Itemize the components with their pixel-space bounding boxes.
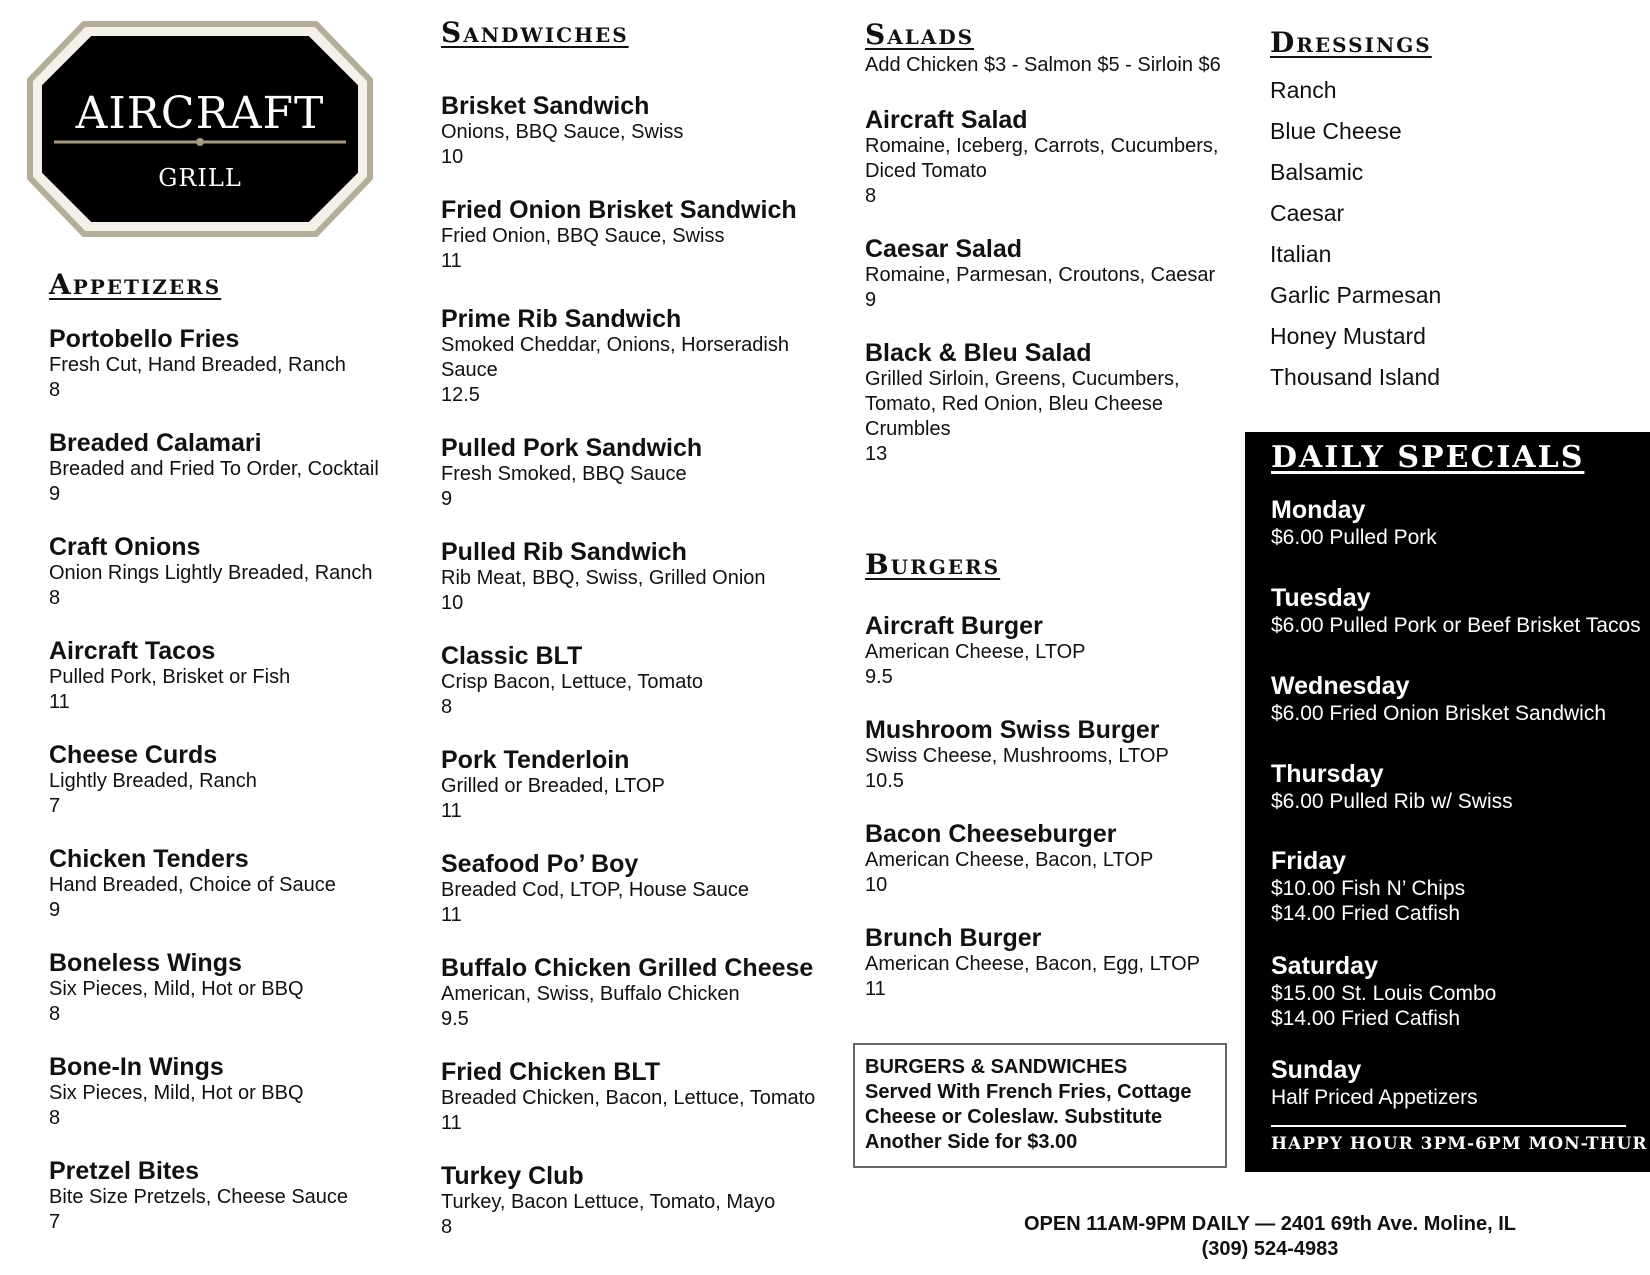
menu-item (865, 235, 1235, 313)
menu-item-name: Caesar Salad (865, 235, 1023, 263)
menu-item-price: 9.5 (865, 666, 893, 688)
menu-item (49, 429, 389, 507)
appetizers-title: Appetizers (49, 268, 222, 301)
special-day (1271, 1055, 1641, 1110)
menu-item-name: Aircraft Tacos (49, 637, 216, 665)
menu-item-name: Brisket Sandwich (441, 92, 650, 120)
menu-item-description: Six Pieces, Mild, Hot or BBQ (49, 1082, 304, 1104)
hours-address: OPEN 11AM-9PM DAILY — 2401 69th Ave. Moline, IL (1023, 1213, 1516, 1235)
menu-item-description: Onion Rings Lightly Breaded, Ranch (49, 562, 373, 584)
phone-number: (309) 524-4983 (1201, 1238, 1339, 1260)
menu-item-price: 8 (49, 587, 61, 609)
menu-item-name: Turkey Club (441, 1162, 584, 1190)
menu-item-name: Pork Tenderloin (441, 746, 630, 774)
special-day-name: Friday (1271, 847, 1347, 875)
logo-title: AIRCRAFT (75, 88, 325, 139)
menu-item-name: Bone-In Wings (49, 1053, 224, 1081)
menu-item-name: Aircraft Burger (865, 612, 1043, 640)
menu-item-description: Turkey, Bacon Lettuce, Tomato, Mayo (441, 1191, 776, 1213)
burgers-title: Burgers (865, 548, 1001, 581)
menu-item-name: Classic BLT (441, 642, 583, 670)
menu-item-description: Smoked Cheddar, Onions, Horseradish Sauce (441, 334, 789, 381)
menu-item (49, 845, 389, 923)
menu-item-name: Pretzel Bites (49, 1157, 200, 1185)
special-offer: $14.00 Fried Catfish (1271, 902, 1461, 925)
menu-item-price: 11 (865, 978, 886, 1000)
menu-item-description: Bite Size Pretzels, Cheese Sauce (49, 1186, 349, 1208)
menu-item-description: Grilled Sirloin, Greens, Cucumbers, Tomato, Red Onion, Bleu Cheese Crumbles (865, 368, 1180, 440)
menu-item-description: Crisp Bacon, Lettuce, Tomato (441, 671, 703, 693)
dressing-item: Honey Mustard (1270, 323, 1426, 349)
menu-item-name: Seafood Po’ Boy (441, 850, 639, 878)
special-offer: $15.00 St. Louis Combo (1271, 982, 1497, 1005)
menu-item-name: Black & Bleu Salad (865, 339, 1092, 367)
menu-item-description: Lightly Breaded, Ranch (49, 770, 257, 792)
menu-item (49, 637, 389, 715)
menu-item (49, 1053, 389, 1131)
menu-item (441, 954, 836, 1032)
special-day (1271, 759, 1641, 814)
menu-item (441, 1058, 836, 1136)
menu-item-price: 11 (441, 904, 462, 926)
menu-item-description: American Cheese, Bacon, LTOP (865, 849, 1154, 871)
special-offer: $10.00 Fish N’ Chips (1271, 877, 1466, 900)
menu-item (441, 92, 836, 170)
menu-item-description: Pulled Pork, Brisket or Fish (49, 666, 291, 688)
special-offer: $14.00 Fried Catfish (1271, 1007, 1461, 1030)
daily-specials-title: DAILY SPECIALS (1271, 440, 1585, 475)
menu-item-price: 8 (49, 1003, 61, 1025)
special-day-name: Monday (1271, 496, 1366, 524)
menu-item-name: Chicken Tenders (49, 845, 249, 873)
special-offer: $6.00 Pulled Rib w/ Swiss (1271, 790, 1513, 813)
menu-item-price: 9.5 (441, 1008, 469, 1030)
special-day (1271, 951, 1641, 1031)
menu-item-description: Onions, BBQ Sauce, Swiss (441, 121, 684, 143)
menu-item-name: Mushroom Swiss Burger (865, 716, 1160, 744)
menu-item-description: Six Pieces, Mild, Hot or BBQ (49, 978, 304, 1000)
special-day (1271, 846, 1641, 926)
menu-item-name: Bacon Cheeseburger (865, 820, 1117, 848)
specials-divider (1271, 1125, 1626, 1127)
menu-item (49, 325, 389, 403)
menu-item-name: Aircraft Salad (865, 106, 1028, 134)
menu-item-price: 10 (441, 146, 464, 168)
menu-item-name: Prime Rib Sandwich (441, 305, 682, 333)
menu-item-name: Breaded Calamari (49, 429, 262, 457)
dressing-item: Blue Cheese (1270, 118, 1402, 144)
menu-item-description: American, Swiss, Buffalo Chicken (441, 983, 740, 1005)
salads-title: Salads (865, 18, 975, 51)
menu-item-description: Hand Breaded, Choice of Sauce (49, 874, 336, 896)
menu-item-description: American Cheese, Bacon, Egg, LTOP (865, 953, 1200, 975)
menu-item-price: 8 (865, 185, 877, 207)
menu-item-name: Fried Chicken BLT (441, 1058, 661, 1086)
menu-item-name: Boneless Wings (49, 949, 242, 977)
menu-item-price: 10.5 (865, 770, 904, 792)
special-offer: Half Priced Appetizers (1271, 1086, 1478, 1109)
menu-item-price: 9 (49, 899, 61, 921)
menu-item-price: 11 (441, 250, 462, 272)
menu-item-name: Fried Onion Brisket Sandwich (441, 196, 797, 224)
menu-item (865, 339, 1235, 467)
menu-item-price: 12.5 (441, 384, 480, 406)
menu-item (49, 741, 389, 819)
menu-item-description: Fresh Smoked, BBQ Sauce (441, 463, 687, 485)
menu-item-price: 13 (865, 443, 888, 465)
menu-item (865, 612, 1235, 690)
menu-item-description: Breaded and Fried To Order, Cocktail (49, 458, 379, 480)
menu-item-price: 7 (49, 1211, 61, 1233)
menu-item (49, 533, 389, 611)
special-offer: $6.00 Pulled Pork (1271, 526, 1437, 549)
special-day-name: Saturday (1271, 952, 1378, 980)
menu-item-price: 8 (441, 1216, 453, 1238)
menu-item (865, 924, 1235, 1002)
sides-note-text: Served With French Fries, Cottage Cheese or Coleslaw. Substitute Another Side for $3.00 (865, 1081, 1192, 1153)
salads-addons: Add Chicken $3 - Salmon $5 - Sirloin $6 (865, 54, 1221, 76)
menu-item-price: 8 (441, 696, 453, 718)
special-day-name: Tuesday (1271, 584, 1371, 612)
menu-item-name: Pulled Rib Sandwich (441, 538, 687, 566)
menu-item-price: 11 (49, 691, 70, 713)
menu-item-name: Craft Onions (49, 533, 201, 561)
menu-item-description: Swiss Cheese, Mushrooms, LTOP (865, 745, 1169, 767)
menu-item-price: 8 (49, 1107, 61, 1129)
special-day (1271, 495, 1641, 550)
menu-item (49, 1157, 389, 1235)
special-day-name: Wednesday (1271, 672, 1410, 700)
menu-item (865, 716, 1235, 794)
menu-item-description: Rib Meat, BBQ, Swiss, Grilled Onion (441, 567, 766, 589)
special-day-name: Thursday (1271, 760, 1384, 788)
menu-item-price: 10 (865, 874, 888, 896)
menu-item-price: 9 (441, 488, 453, 510)
menu-item (441, 434, 836, 512)
menu-item (441, 538, 836, 616)
special-offer: $6.00 Pulled Pork or Beef Brisket Tacos (1271, 614, 1641, 637)
menu-item-description: Fresh Cut, Hand Breaded, Ranch (49, 354, 346, 376)
menu-item-name: Pulled Pork Sandwich (441, 434, 703, 462)
menu-item-description: Romaine, Parmesan, Croutons, Caesar (865, 264, 1216, 286)
dressings-title: Dressings (1270, 26, 1432, 59)
menu-item-price: 11 (441, 1112, 462, 1134)
special-day (1271, 671, 1641, 726)
dressing-item: Ranch (1270, 77, 1337, 103)
menu-item-name: Portobello Fries (49, 325, 240, 353)
menu-item (441, 305, 836, 408)
menu-item-price: 9 (49, 483, 61, 505)
special-day-name: Sunday (1271, 1056, 1362, 1084)
sandwiches-title: Sandwiches (441, 16, 629, 49)
dressing-item: Italian (1270, 241, 1332, 267)
menu-item-price: 9 (865, 289, 877, 311)
menu-item-description: American Cheese, LTOP (865, 641, 1086, 663)
special-day (1271, 583, 1641, 638)
restaurant-logo (24, 16, 376, 242)
menu-item-price: 11 (441, 800, 462, 822)
menu-item-price: 8 (49, 379, 61, 401)
menu-item-name: Cheese Curds (49, 741, 218, 769)
menu-item (441, 196, 836, 274)
menu-item (441, 746, 836, 824)
menu-item-price: 10 (441, 592, 464, 614)
dressing-item: Thousand Island (1270, 364, 1441, 390)
sides-note-heading: BURGERS & SANDWICHES (865, 1056, 1128, 1078)
menu-item-description: Fried Onion, BBQ Sauce, Swiss (441, 225, 725, 247)
menu-item (865, 820, 1235, 898)
menu-item-description: Grilled or Breaded, LTOP (441, 775, 665, 797)
menu-item (865, 106, 1235, 209)
menu-item-name: Brunch Burger (865, 924, 1042, 952)
happy-hour-text: HAPPY HOUR 3PM-6PM MON-THUR (1271, 1134, 1648, 1154)
menu-item (441, 642, 836, 720)
special-offer: $6.00 Fried Onion Brisket Sandwich (1271, 702, 1607, 725)
dressing-item: Garlic Parmesan (1270, 282, 1442, 308)
sides-note-box (853, 1043, 1227, 1168)
menu-item-description: Breaded Chicken, Bacon, Lettuce, Tomato (441, 1087, 816, 1109)
menu-item-description: Breaded Cod, LTOP, House Sauce (441, 879, 749, 901)
menu-item-name: Buffalo Chicken Grilled Cheese (441, 954, 814, 982)
dressing-item: Balsamic (1270, 159, 1364, 185)
dressing-item: Caesar (1270, 200, 1345, 226)
menu-item (49, 949, 389, 1027)
menu-item-description: Romaine, Iceberg, Carrots, Cucumbers, Diced Tomato (865, 135, 1219, 182)
menu-item (441, 1162, 836, 1240)
daily-specials-panel (1245, 432, 1650, 1172)
footer (960, 1212, 1580, 1262)
menu-item-price: 7 (49, 795, 61, 817)
menu-item (441, 850, 836, 928)
logo-subtitle: GRILL (158, 164, 242, 192)
